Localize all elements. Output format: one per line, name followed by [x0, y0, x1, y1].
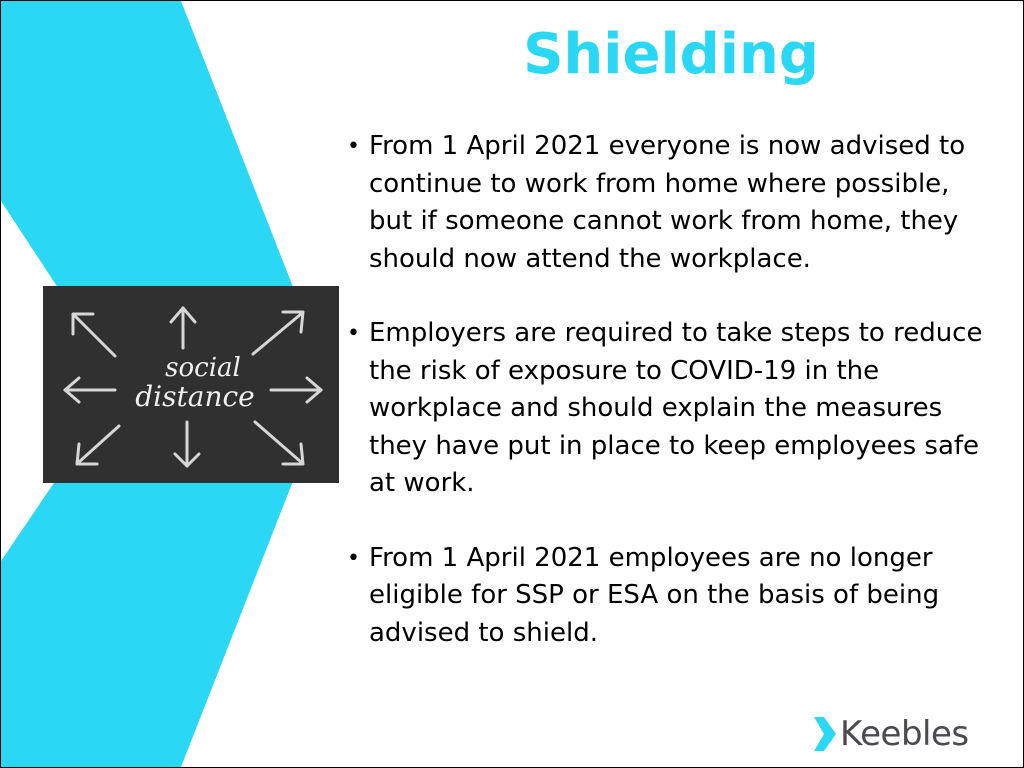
bullet-item — [347, 315, 987, 503]
bullet-text: Employers are required to take steps to reduce the risk of exposure to COVID-19 in the workplace and should explain the measures they have put in place to keep employees safe at work. — [369, 318, 983, 498]
bullet-marker: • — [347, 545, 360, 571]
keebles-logo — [814, 713, 969, 755]
bullet-item — [347, 540, 987, 653]
bullet-text: From 1 April 2021 everyone is now advised to continue to work from home where possible, but if someone cannot work from home, they should now attend the workplace. — [369, 131, 966, 274]
chevron-icon — [814, 717, 836, 751]
bullet-list — [347, 128, 987, 689]
chalk-text-distance: distance — [135, 380, 255, 413]
slide-title: Shielding — [523, 22, 819, 87]
social-distance-chalkboard-image — [43, 286, 339, 483]
bullet-marker: • — [347, 321, 360, 346]
bullet-item — [347, 128, 987, 278]
logo-text: Keebles — [840, 714, 969, 754]
chalk-text-social: social — [165, 353, 241, 383]
bullet-marker: • — [347, 134, 360, 159]
bullet-text: From 1 April 2021 employees are no longer eligible for SSP or ESA on the basis of being advised to shield. — [369, 542, 940, 648]
